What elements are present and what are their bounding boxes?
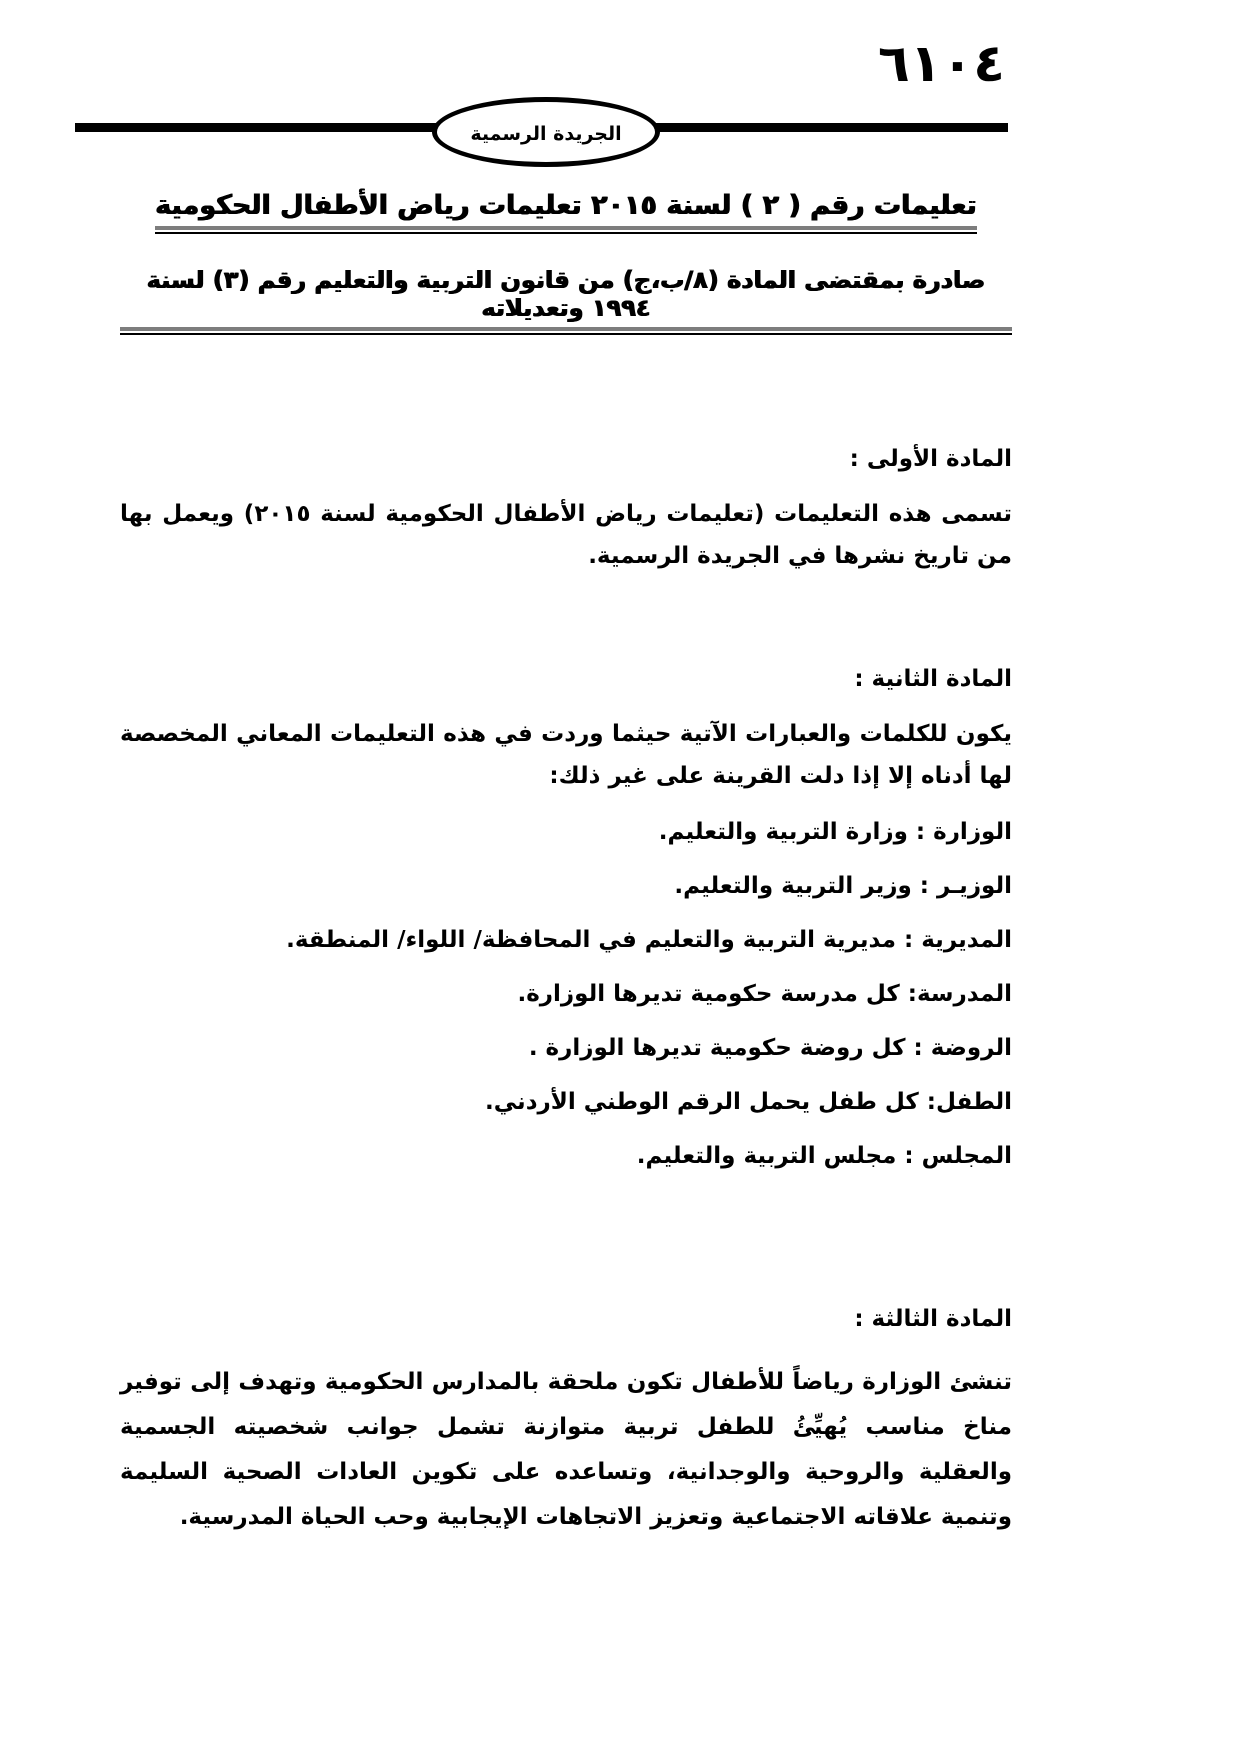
- article-two-intro: يكون للكلمات والعبارات الآتية حيثما وردت في هذه التعليمات المعاني المخصصة لها أدناه إلا إذا دلت القرينة على غير ذلك:: [120, 721, 1012, 790]
- document-body: [120, 180, 1012, 1540]
- definition-child: الطفل: كل طفل يحمل الرقم الوطني الأردني.: [485, 1089, 1012, 1116]
- document-title-text: تعليمات رقم ( ٢ ) لسنة ٢٠١٥ تعليمات رياض الأطفال الحكومية: [155, 190, 977, 230]
- document-subtitle: [120, 266, 1012, 331]
- document-title: [120, 190, 1012, 230]
- definition-council: المجلس : مجلس التربية والتعليم.: [636, 1143, 1012, 1170]
- gazette-seal-oval: [432, 97, 660, 167]
- article-one-text: تسمى هذه التعليمات (تعليمات رياض الأطفال الحكومية لسنة ٢٠١٥) ويعمل بها من تاريخ نشرها في الجريدة الرسمية.: [120, 501, 1012, 570]
- page-number: ٦١٠٤: [878, 34, 1005, 94]
- article-three-heading: المادة الثالثة :: [854, 1306, 1012, 1333]
- definition-kindergarten: الروضة : كل روضة حكومية تديرها الوزارة .: [528, 1035, 1012, 1062]
- gazette-title: الجريدة الرسمية: [470, 123, 622, 145]
- definition-directorate: المديرية : مديرية التربية والتعليم في المحافظة/ اللواء/ المنطقة.: [286, 927, 1012, 954]
- definition-ministry: الوزارة : وزارة التربية والتعليم.: [658, 819, 1012, 846]
- definition-minister: الوزيـر : وزير التربية والتعليم.: [674, 873, 1012, 900]
- document-subtitle-text: صادرة بمقتضى المادة (٨/ب،ج) من قانون التربية والتعليم رقم (٣) لسنة ١٩٩٤ وتعديلاته: [120, 266, 1012, 331]
- definition-school: المدرسة: كل مدرسة حكومية تديرها الوزارة.: [517, 981, 1012, 1008]
- article-one-heading: المادة الأولى :: [849, 446, 1012, 472]
- article-three-text: تنشئ الوزارة رياضاً للأطفال تكون ملحقة بالمدارس الحكومية وتهدف إلى توفير مناخ مناسب يُهيِّئُ للطفل تربية متوازنة تشمل جوانب شخصيته الجسمية والعقلية والروحية والوجدانية، وتساعده على تكوين العادات الصحية السليمة وتنمية علاقاته الاجتماعية وتعزيز الاتجاهات الإيجابية وحب الحياة المدرسية.: [120, 1368, 1012, 1530]
- article-two-heading: المادة الثانية :: [854, 666, 1012, 693]
